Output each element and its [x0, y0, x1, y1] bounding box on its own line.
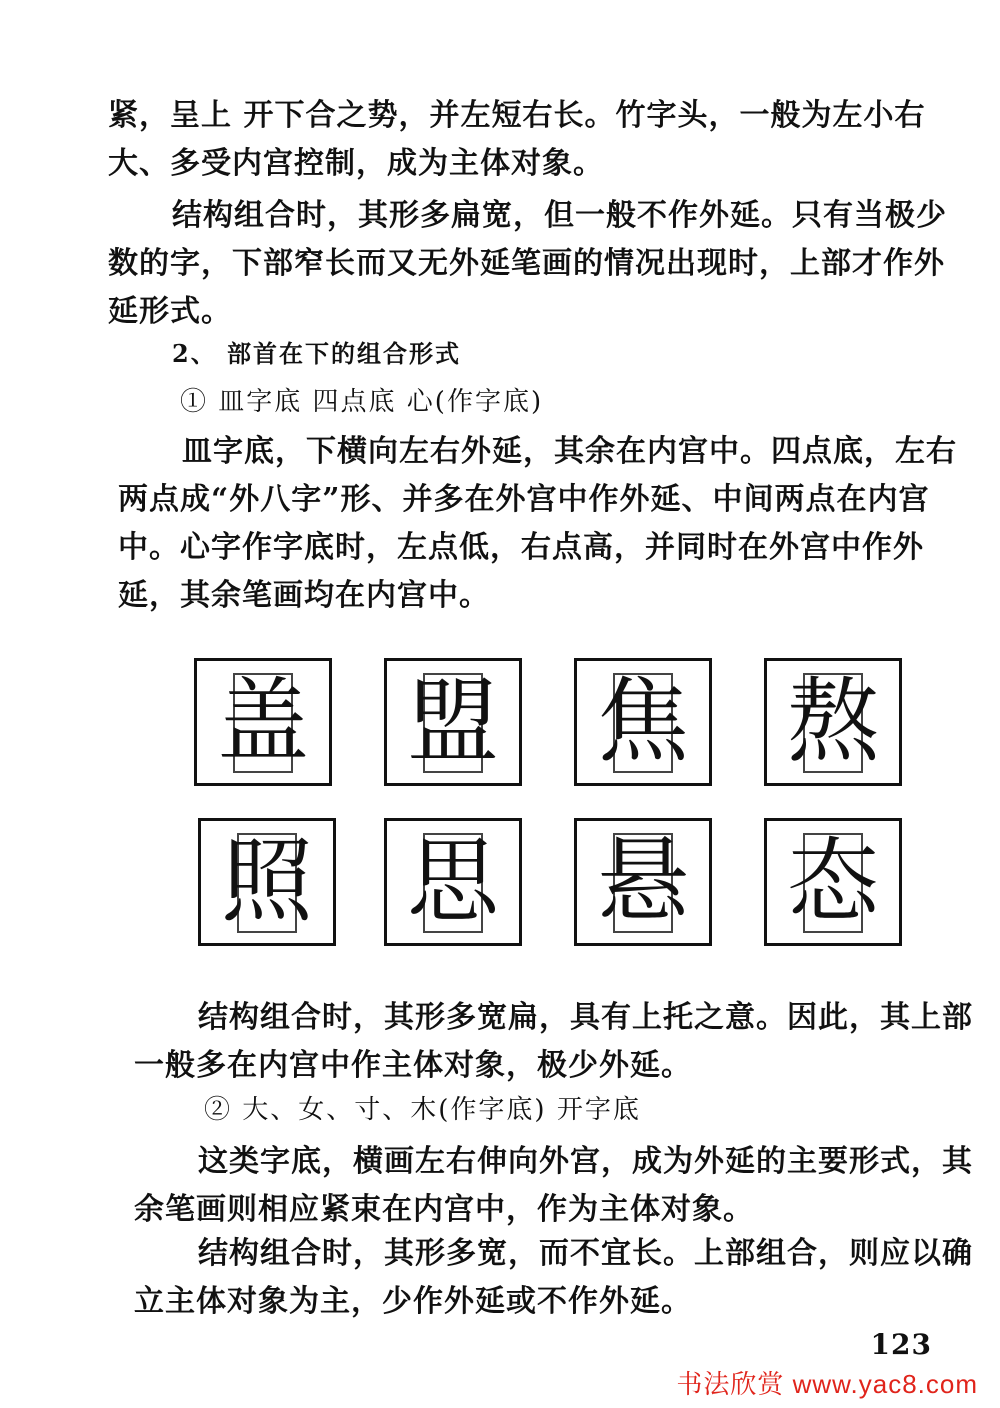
example-char: 照: [220, 828, 313, 935]
example-box: [198, 818, 336, 946]
example-char: 盖: [216, 668, 309, 775]
paragraph-1: 紧，呈上 开下合之势，并左短右长。竹字头，一般为左小右大、多受内宫控制，成为主体对象。: [108, 98, 926, 181]
paragraph-2: 结构组合时，其形多扁宽，但一般不作外延。只有当极少数的字，下部窄长而又无外延笔画的情况出现时，上部才作外延形式。: [108, 198, 947, 329]
example-box: [384, 818, 522, 946]
example-char: 熬: [786, 668, 879, 775]
paragraph-4: 结构组合时，其形多宽扁，具有上托之意。因此，其上部一般多在内宫中作主体对象，极少外延。: [134, 1000, 973, 1083]
paragraph-6: 结构组合时，其形多宽，而不宜长。上部组合，则应以确立主体对象为主，少作外延或不作外延。: [134, 1236, 973, 1319]
example-box: [764, 658, 902, 786]
example-box: [194, 658, 332, 786]
example-box: [384, 658, 522, 786]
subsection-1-title: ① 皿字底 四点底 心(作字底): [180, 387, 544, 417]
subsection-2-title: ② 大、女、寸、木(作字底) 开字底: [204, 1095, 641, 1125]
paragraph-3: 皿字底，下横向左右外延，其余在内宫中。四点底，左右两点成“外八字”形、并多在外宫中作外延、中间两点在内宫中。心字作字底时，左点低，右点高，并同时在外宫中作外延，其余笔画均在内宫中。: [118, 434, 957, 613]
watermark: 书法欣赏 www.yac8.com: [676, 1369, 978, 1399]
paragraph-5: 这类字底，横画左右伸向外宫，成为外延的主要形式，其余笔画则相应紧束在内宫中，作为主体对象。: [134, 1144, 973, 1227]
example-box: [574, 818, 712, 946]
section-heading: 2、 部首在下的组合形式: [172, 339, 462, 368]
example-char: 焦: [596, 668, 689, 775]
example-char: 态: [786, 828, 879, 935]
example-char: 思: [406, 828, 499, 935]
example-box: [574, 658, 712, 786]
page-number: 123: [870, 1328, 932, 1361]
example-char: 悬: [596, 828, 689, 935]
example-char: 盟: [406, 668, 499, 775]
example-box: [764, 818, 902, 946]
